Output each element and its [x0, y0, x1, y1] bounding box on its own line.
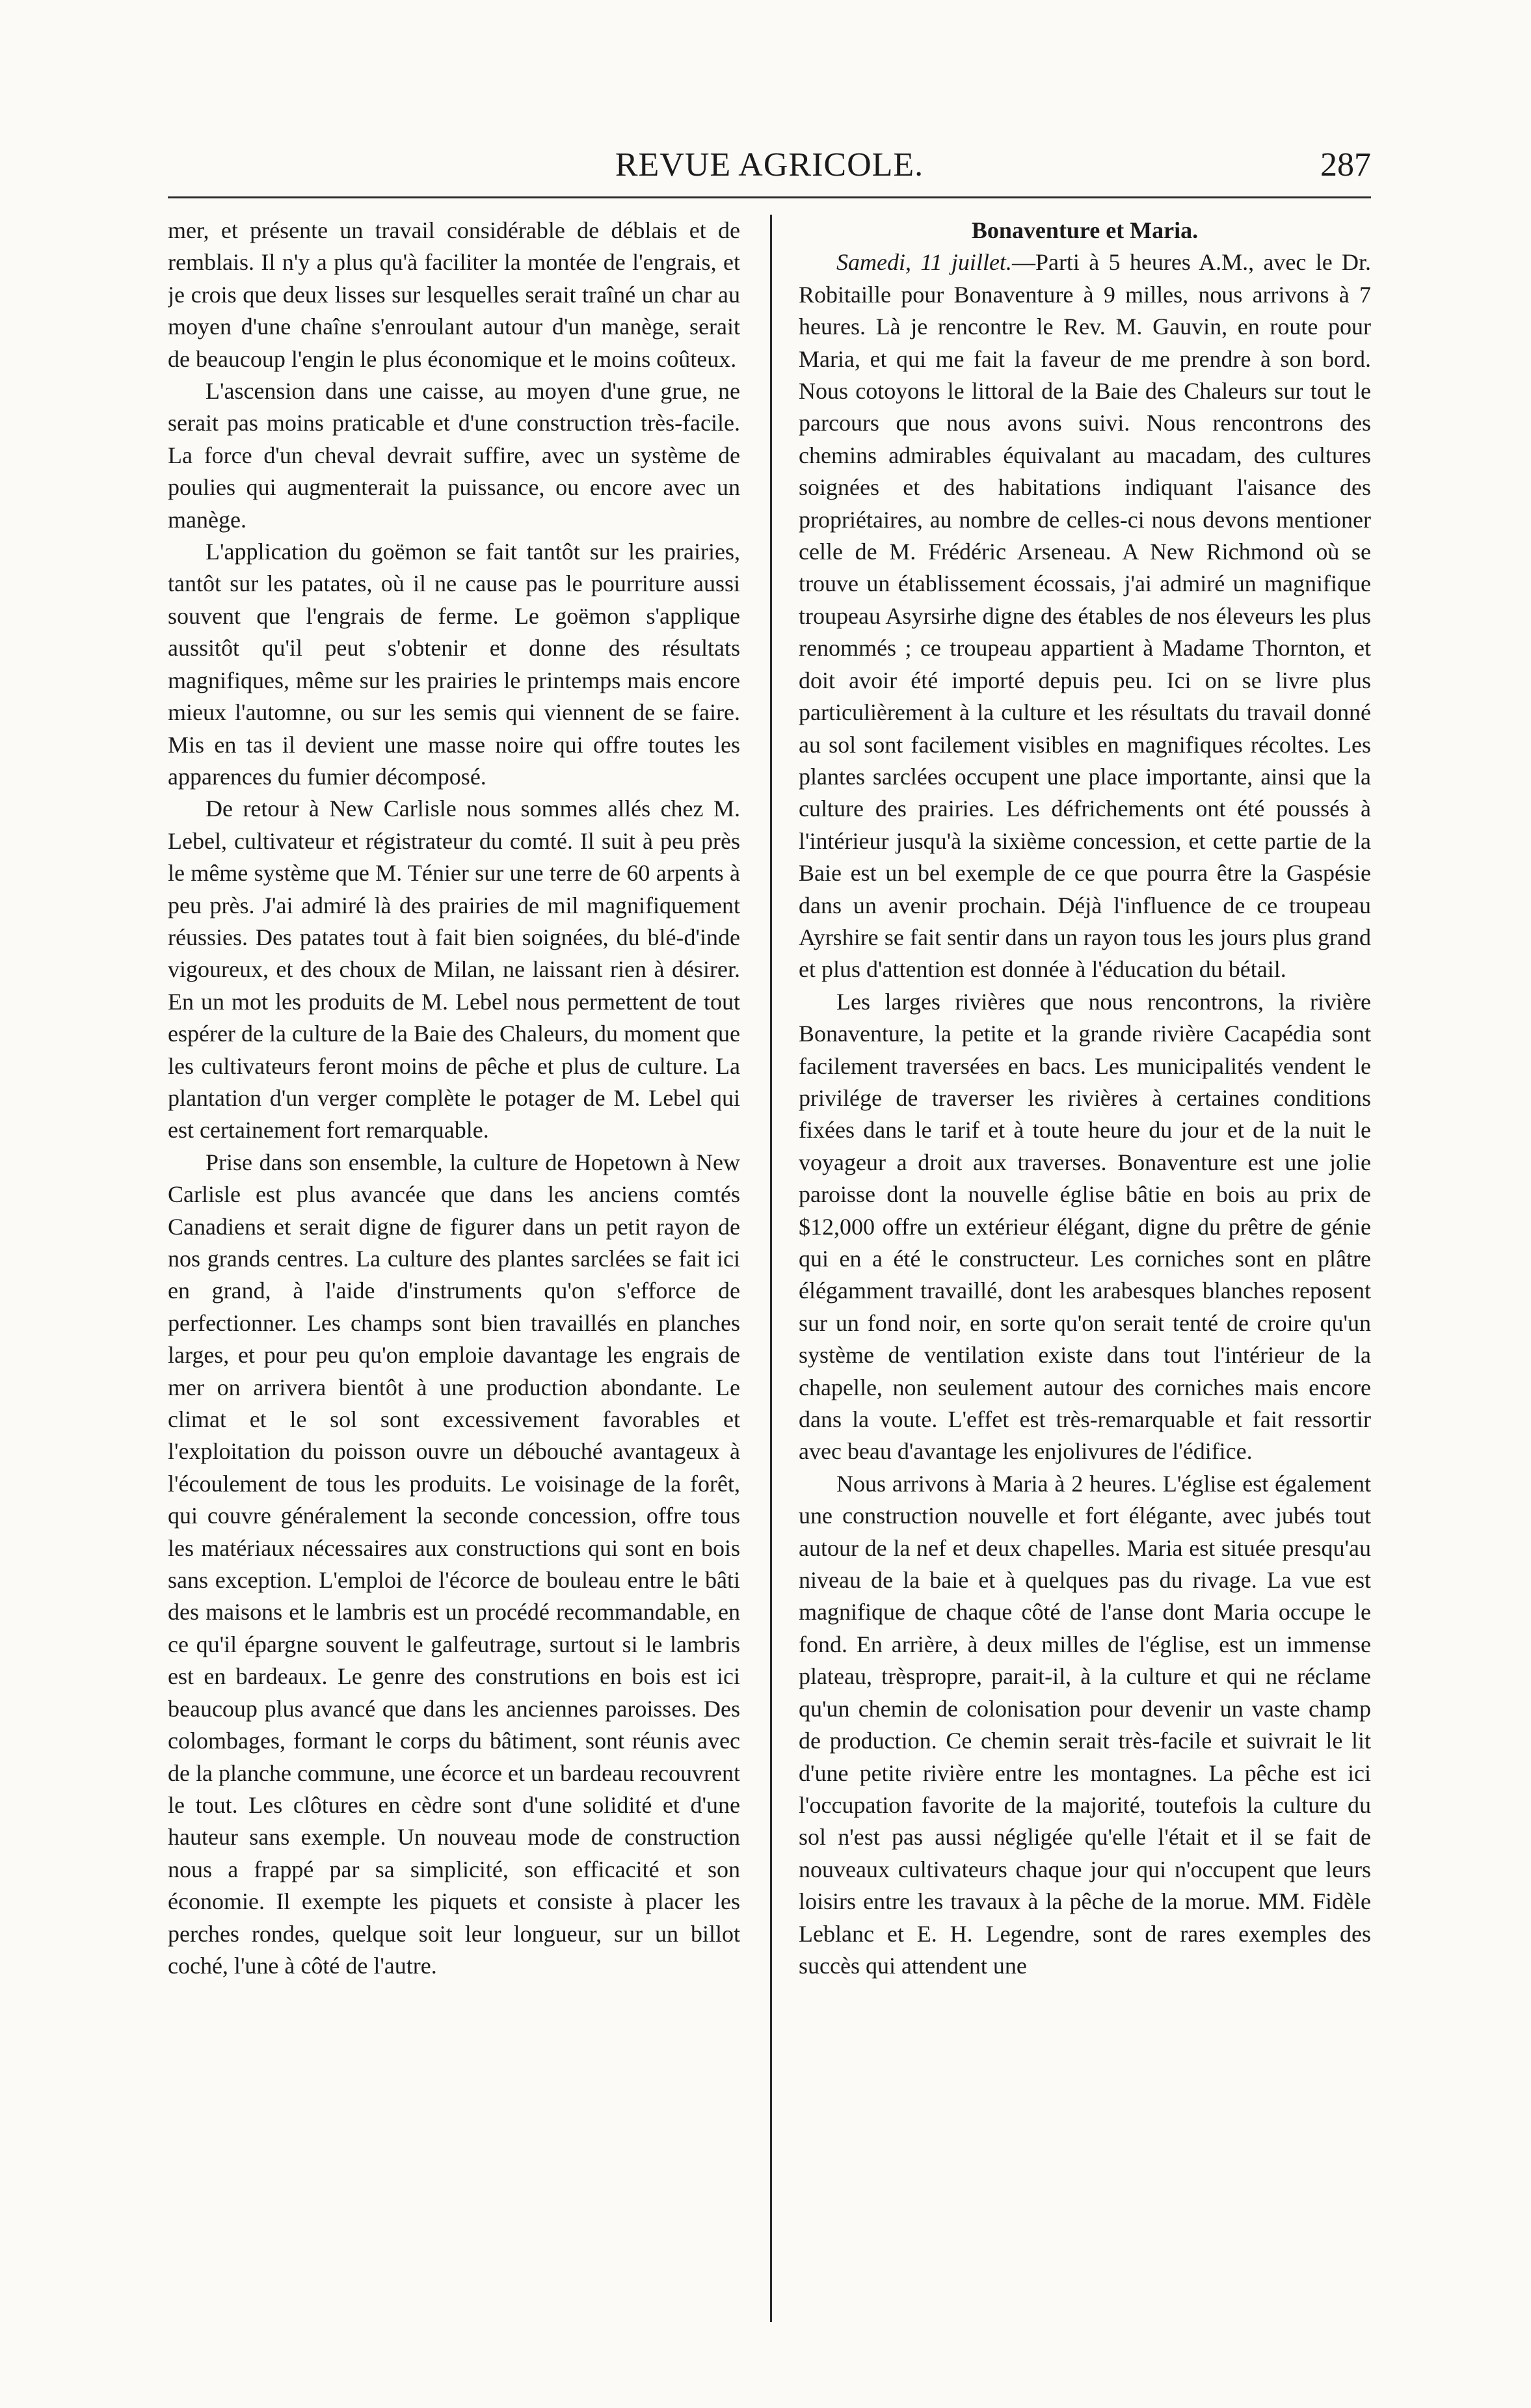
dateline: Samedi, 11 juillet. [836, 249, 1012, 276]
paragraph: mer, et présente un travail considérable de déblais et de remblais. Il n'y a plus qu'à faciliter la montée de l'engrais, et je crois que deux lisses sur lesquelles serait traîné un char au moyen d'une chaîne s'enroulant autour d'un manège, serait de beaucoup l'engin le plus économique et le moins coûteux. [168, 217, 740, 372]
paragraph-text: —Parti à 5 heures A.M., avec le Dr. Robitaille pour Bonaventure à 9 milles, nous arrivons à 7 heures. Là je rencontre le Rev. M. Gauvin, en route pour Maria, et qui me fait la faveur de me prendre à son bord. Nous cotoyons le littoral de la Baie des Chaleurs sur tout le parcours que nous avons suivi. Nous rencontrons des chemins admirables équivalant au macadam, des cultures soignées et des habitations indiquant l'aisance des propriétaires, au nombre de celles-ci nous devons mentioner celle de M. Frédéric Arseneau. A New Richmond où se trouve un établissement écossais, j'ai admiré un magnifique troupeau Asyrsirhe digne des étables de nos éleveurs les plus renommés ; ce troupeau appartient à Madame Thornton, et doit avoir été importé depuis peu. Ici on se livre plus particulièrement à la culture et les résultats du travail donné au sol sont facilement visibles en magnifiques récoltes. Les plantes sarclées occupent une place importante, ainsi que la culture des prairies. Les défrichements ont été poussés à l'intérieur jusqu'à la sixième concession, et cette partie de la Baie est un bel exemple de ce que pourra être la Gaspésie dans un avenir prochain. Déjà l'influence de ce troupeau Ayrshire se fait sentir dans un rayon tous les jours plus grand et plus d'attention est donnée à l'éducation du bétail. [799, 249, 1371, 983]
column-divider [770, 215, 772, 2322]
paragraph: Les larges rivières que nous rencontrons, la rivière Bonaventure, la petite et la grande rivière Cacapédia sont facilement traversées en bacs. Les municipalités vendent le privilége de traverser les rivières à certaines conditions fixées dans le tarif et à toute heure du jour et de la nuit le voyageur a droit aux traverses. Bonaventure est une jolie paroisse dont la nouvelle église bâtie en bois au prix de $12,000 offre un extérieur élégant, digne du prêtre de génie qui en a été le constructeur. Les corniches sont en plâtre élégamment travaillé, dont les arabesques blanches reposent sur un fond noir, en sorte qu'on serait tenté de croire qu'un système de ventilation existe dans tout l'intérieur de la chapelle, non seulement autour des corniches mais encore dans la voute. L'effet est très-remarquable et fait ressortir avec beau d'avantage les enjolivures de l'édifice. [799, 988, 1371, 1465]
paragraph: Prise dans son ensemble, la culture de Hopetown à New Carlisle est plus avancée que dans les anciens comtés Canadiens et serait digne de figurer dans un petit rayon de nos grands centres. La culture des plantes sarclées se fait ici en grand, à l'aide d'instruments qu'on s'efforce de perfectionner. Les champs sont bien travaillés en planches larges, et pour peu qu'on emploie davantage les engrais de mer on arrivera bientôt à une production abondante. Le climat et le sol sont excessivement favorables et l'exploitation du poisson ouvre un débouché avantageux à l'écoulement de tous les produits. Le voisinage de la forêt, qui couvre généralement la seconde concession, offre tous les matériaux nécessaires aux constructions qui sont en bois sans exception. L'emploi de l'écorce de bouleau entre le bâti des maisons et le lambris est un procédé recommandable, en ce qu'il épargne souvent le galfeutrage, surtout si le lambris est en bardeaux. Le genre des construtions en bois est ici beaucoup plus avancé que dans les anciennes paroisses. Des colombages, formant le corps du bâtiment, sont réunis avec de la planche commune, une écorce et un bardeau recouvrent le tout. Les clôtures en cèdre sont d'une solidité et d'une hauteur sans exemple. Un nouveau mode de construction nous a frappé par sa simplicité, son efficacité et son économie. Il exempte les piquets et consiste à placer les perches rondes, quelque soit leur longueur, sur un billot coché, l'une à côté de l'autre. [168, 1149, 740, 1979]
paragraph [799, 247, 1371, 985]
right-column [799, 215, 1371, 2348]
section-title: Bonaventure et Maria. [971, 217, 1199, 243]
paragraph: De retour à New Carlisle nous sommes allés chez M. Lebel, cultivateur et régistrateur du comté. Il suit à peu près le même système que M. Ténier sur une terre de 60 arpents à peu près. J'ai admiré là des prairies de mil magnifiquement réussies. Des patates tout à fait bien soignées, du blé-d'inde vigoureux, et des choux de Milan, ne laissant rien à désirer. En un mot les produits de M. Lebel nous permettent de tout espérer de la culture de la Baie des Chaleurs, du moment que les cultivateurs feront moins de pêche et plus de culture. La plantation d'un verger complète le potager de M. Lebel qui est certainement fort remarquable. [168, 796, 740, 1144]
running-title: REVUE AGRICOLE. [615, 146, 924, 183]
page-header [168, 140, 1371, 193]
paragraph: Nous arrivons à Maria à 2 heures. L'église est également une construction nouvelle et fort élégante, avec jubés tout autour de la nef et deux chapelles. Maria est située presqu'au niveau de la baie et à quelques pas du rivage. La vue est magnifique de chaque côté de l'anse dont Maria occupe le fond. En arrière, à deux milles de l'église, est un immense plateau, trèspropre, parait-il, à la culture et qui ne réclame qu'un chemin de colonisation pour devenir un vaste champ de production. Ce chemin serait très-facile et suivrait le lit d'une petite rivière entre les montagnes. La pêche est ici l'occupation favorite de la majorité, toutefois la culture du sol n'est pas aussi négligée qu'elle l'était et il se fait de nouveaux cultivateurs chaque jour qui n'occupent que leurs loisirs entre les travaux à la pêche de la morue. MM. Fidèle Leblanc et E. H. Legendre, sont de rares exemples des succès qui attendent une [799, 1470, 1371, 1979]
paragraph: L'ascension dans une caisse, au moyen d'une grue, ne serait pas moins praticable et d'une construction très-facile. La force d'un cheval devrait suffire, avec un système de poulies qui augmenterait la puissance, ou encore avec un manège. [168, 378, 740, 533]
page-number: 287 [1320, 146, 1371, 183]
header-rule [168, 196, 1371, 198]
paragraph: L'application du goëmon se fait tantôt sur les prairies, tantôt sur les patates, où il ne cause pas le pourriture aussi souvent que l'engrais de ferme. Le goëmon s'applique aussitôt qu'il peut s'obtenir et donne des résultats magnifiques, même sur les prairies le printemps mais encore mieux l'automne, ou sur les semis qui viennent de se faire. Mis en tas il devient une masse noire qui offre toutes les apparences du fumier décomposé. [168, 539, 740, 790]
left-column [168, 215, 740, 2348]
